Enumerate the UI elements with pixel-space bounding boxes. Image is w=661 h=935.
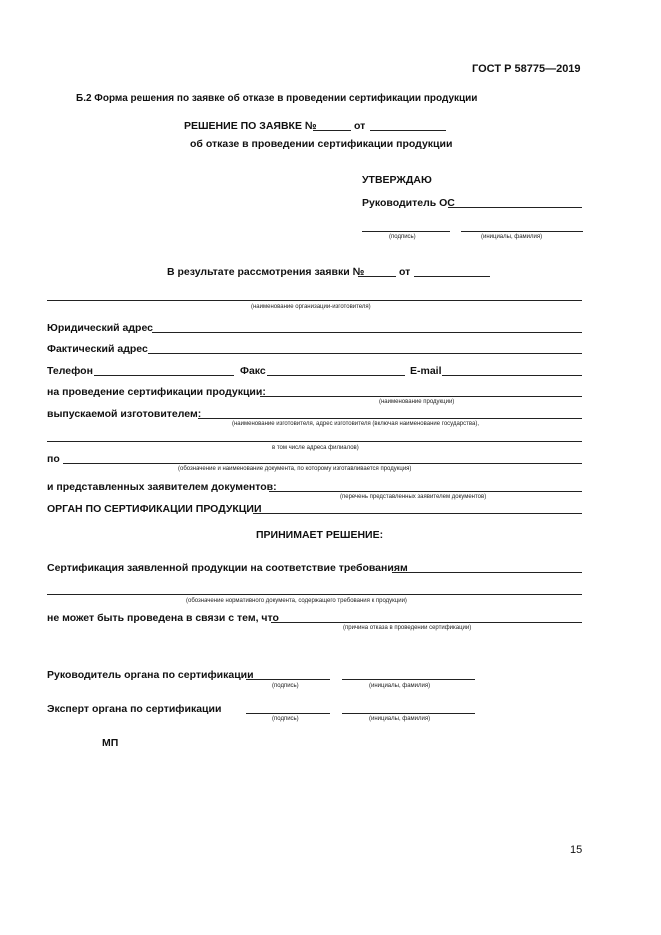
approve-heading: УТВЕРЖДАЮ: [362, 174, 432, 186]
decision-title: РЕШЕНИЕ ПО ЗАЯВКЕ №: [184, 120, 317, 132]
product-note: (наименование продукции): [379, 399, 455, 405]
decision-number-line: [313, 130, 351, 131]
manufacturer-note: (наименование изготовителя, адрес изготовителя (включая наименование государства),: [232, 421, 480, 427]
actual-address-label: Фактический адрес: [47, 343, 148, 355]
approve-head-line: [448, 207, 582, 208]
email-line: [442, 375, 582, 376]
requirements-line-2: [47, 594, 582, 595]
product-line: [260, 396, 582, 397]
phone-line: [94, 375, 234, 376]
requirements-line: [392, 572, 582, 573]
review-prefix: В результате рассмотрения заявки №: [167, 266, 365, 278]
actual-address-line: [148, 353, 582, 354]
by-line: [63, 463, 582, 464]
approve-head-label: Руководитель ОС: [362, 197, 455, 209]
manufacturer-line: [198, 418, 582, 419]
head-initials-note: (инициалы, фамилия): [369, 683, 431, 689]
legal-address-line: [152, 332, 582, 333]
documents-line: [269, 491, 582, 492]
section-title: Б.2 Форма решения по заявке об отказе в проведении сертификации продукции: [76, 93, 478, 104]
branches-line: [47, 441, 582, 442]
decision-from-label: от: [354, 120, 366, 132]
legal-address-label: Юридический адрес: [47, 322, 153, 334]
documents-note: (перечень представленных заявителем документов): [340, 494, 487, 500]
by-note: (обозначение и наименование документа, по которому изготавливается продукция): [178, 466, 412, 472]
reason-note: (причина отказа в проведении сертификации): [343, 625, 472, 631]
org-line: [47, 300, 582, 301]
head-signature-note: (подпись): [272, 683, 299, 689]
standard-code: ГОСТ Р 58775—2019: [472, 63, 581, 75]
approve-initials-line: [461, 231, 583, 232]
review-date-line: [414, 276, 490, 277]
phone-label: Телефон: [47, 365, 93, 377]
seal-label: МП: [102, 737, 119, 749]
decision-date-line: [370, 130, 446, 131]
expert-signature-note: (подпись): [272, 716, 299, 722]
approve-signature-note: (подпись): [389, 234, 416, 240]
approve-initials-note: (инициалы, фамилия): [481, 234, 543, 240]
reason-line: [271, 622, 582, 623]
decides-heading: ПРИНИМАЕТ РЕШЕНИЕ:: [256, 529, 384, 541]
certification-body-label: ОРГАН ПО СЕРТИФИКАЦИИ ПРОДУКЦИИ: [47, 503, 262, 515]
by-label: по: [47, 453, 60, 465]
cannot-label: не может быть проведена в связи с тем, что: [47, 612, 279, 624]
fax-label: Факс: [240, 365, 266, 377]
documents-label: и представленных заявителем документов:: [47, 481, 277, 493]
email-label: E-mail: [410, 365, 442, 377]
certification-requirements-label: Сертификация заявленной продукции на соответствие требованиям: [47, 562, 408, 574]
product-label: на проведение сертификации продукции:: [47, 386, 266, 398]
expert-signature-label: Эксперт органа по сертификации: [47, 703, 222, 715]
expert-initials-line: [342, 713, 475, 714]
approve-signature-line: [362, 231, 450, 232]
review-from-label: от: [399, 266, 411, 278]
org-note: (наименование организации-изготовителя): [251, 304, 371, 310]
decision-subtitle: об отказе в проведении сертификации продукции: [190, 138, 453, 150]
certification-body-line: [253, 513, 582, 514]
head-signature-label: Руководитель органа по сертификации: [47, 669, 254, 681]
fax-line: [267, 375, 405, 376]
page-number: 15: [570, 844, 583, 856]
requirements-note: (обозначение нормативного документа, содержащего требования к продукции): [186, 598, 407, 604]
head-initials-line: [342, 679, 475, 680]
review-number-line: [358, 276, 396, 277]
expert-signature-line: [246, 713, 330, 714]
expert-initials-note: (инициалы, фамилия): [369, 716, 431, 722]
branches-note: в том числе адреса филиалов): [272, 445, 359, 451]
manufacturer-label: выпускаемой изготовителем:: [47, 408, 202, 420]
head-signature-line: [246, 679, 330, 680]
